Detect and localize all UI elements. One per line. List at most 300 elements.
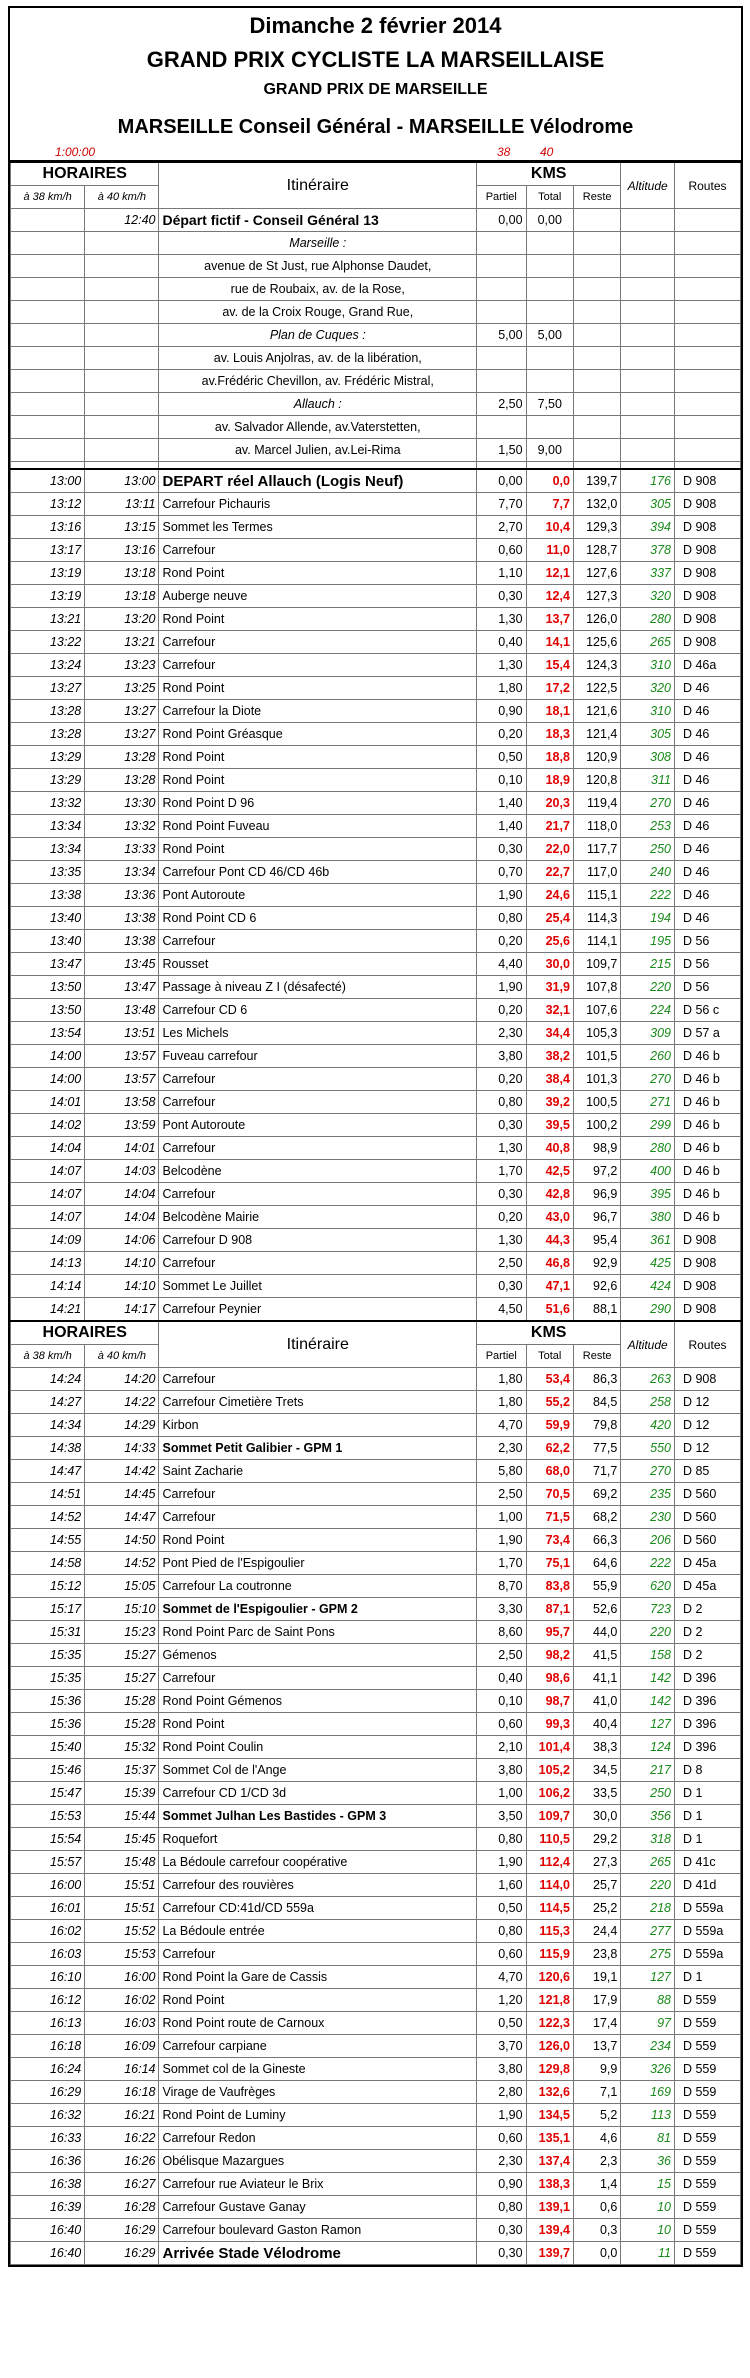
time-40: 13:18: [85, 585, 159, 608]
km-total: 70,5: [526, 1483, 573, 1506]
place-name: Carrefour: [159, 1506, 477, 1529]
route: D 8: [674, 1759, 740, 1782]
time-40: 13:48: [85, 999, 159, 1022]
time-40: 14:42: [85, 1460, 159, 1483]
time-38: [11, 347, 85, 370]
km-total: 11,0: [526, 539, 573, 562]
km-partiel: 0,00: [477, 209, 526, 232]
time-38: 14:01: [11, 1091, 85, 1114]
km-total: 39,5: [526, 1114, 573, 1137]
place-name: Carrefour: [159, 930, 477, 953]
route: D 46 b: [674, 1068, 740, 1091]
route: D 57 a: [674, 1022, 740, 1045]
place-name: Sommet Julhan Les Bastides - GPM 3: [159, 1805, 477, 1828]
time-40: 14:20: [85, 1368, 159, 1391]
time-40: 15:23: [85, 1621, 159, 1644]
km-total: 5,00: [526, 324, 573, 347]
time-40: 13:45: [85, 953, 159, 976]
km-total: 46,8: [526, 1252, 573, 1275]
time-38: 14:34: [11, 1414, 85, 1437]
time-38: 13:34: [11, 815, 85, 838]
km-reste: 17,4: [573, 2012, 620, 2035]
route: D 46 b: [674, 1183, 740, 1206]
time-40: 16:29: [85, 2219, 159, 2242]
place-name: La Bédoule carrefour coopérative: [159, 1851, 477, 1874]
km-total: 99,3: [526, 1713, 573, 1736]
km-partiel: 3,80: [477, 2058, 526, 2081]
place-name: Carrefour CD:41d/CD 559a: [159, 1897, 477, 1920]
roadbook-sheet: [8, 6, 743, 2267]
time-40: [85, 439, 159, 462]
place-name: Rousset: [159, 953, 477, 976]
time-38: 15:53: [11, 1805, 85, 1828]
km-reste: 2,3: [573, 2150, 620, 2173]
time-40: 13:36: [85, 884, 159, 907]
altitude: 224: [621, 999, 675, 1022]
altitude: 195: [621, 930, 675, 953]
itinerary-row: [11, 1506, 741, 1529]
time-40: [85, 393, 159, 416]
routes-header: Routes: [674, 1321, 740, 1368]
km-reste: 4,6: [573, 2127, 620, 2150]
place-name: Départ fictif - Conseil Général 13: [159, 209, 477, 232]
time-38: 13:38: [11, 884, 85, 907]
altitude: 113: [621, 2104, 675, 2127]
speed-38-header: à 38 km/h: [11, 186, 85, 209]
itinerary-row: [11, 746, 741, 769]
km-total: 109,7: [526, 1805, 573, 1828]
altitude: 81: [621, 2127, 675, 2150]
time-40: 14:04: [85, 1183, 159, 1206]
place-name: La Bédoule entrée: [159, 1920, 477, 1943]
altitude: [621, 255, 675, 278]
km-partiel: [477, 232, 526, 255]
time-40: 16:02: [85, 1989, 159, 2012]
altitude: 424: [621, 1275, 675, 1298]
altitude: 400: [621, 1160, 675, 1183]
route: D 46: [674, 746, 740, 769]
itinerary-row: [11, 493, 741, 516]
km-reste: 97,2: [573, 1160, 620, 1183]
km-reste: [573, 324, 620, 347]
itinerary-row: [11, 1828, 741, 1851]
km-reste: 88,1: [573, 1298, 620, 1322]
separator-cell: [621, 462, 675, 470]
place-name: Carrefour: [159, 1183, 477, 1206]
itinerary-table: [10, 161, 741, 2265]
time-40: 16:29: [85, 2242, 159, 2265]
place-name: Carrefour: [159, 1667, 477, 1690]
km-reste: [573, 347, 620, 370]
itinerary-row: [11, 539, 741, 562]
route: D 2: [674, 1598, 740, 1621]
km-partiel: 0,30: [477, 2219, 526, 2242]
time-40: 15:39: [85, 1782, 159, 1805]
altitude: 271: [621, 1091, 675, 1114]
km-reste: 41,1: [573, 1667, 620, 1690]
place-name: Carrefour des rouvières: [159, 1874, 477, 1897]
time-38: 15:40: [11, 1736, 85, 1759]
place-name: Rond Point Fuveau: [159, 815, 477, 838]
km-total: 110,5: [526, 1828, 573, 1851]
time-40: 16:26: [85, 2150, 159, 2173]
km-total: 0,0: [526, 469, 573, 493]
time-38: 16:33: [11, 2127, 85, 2150]
place-name: Carrefour Cimetière Trets: [159, 1391, 477, 1414]
route: D 1: [674, 1805, 740, 1828]
itinerary-row: [11, 1943, 741, 1966]
separator-cell: [526, 462, 573, 470]
time-40: 16:14: [85, 2058, 159, 2081]
km-partiel: 2,10: [477, 1736, 526, 1759]
km-total: 95,7: [526, 1621, 573, 1644]
km-reste: 0,6: [573, 2196, 620, 2219]
place-name: Carrefour: [159, 1943, 477, 1966]
place-name: av. de la Croix Rouge, Grand Rue,: [159, 301, 477, 324]
time-40: 13:00: [85, 469, 159, 493]
km-partiel: 1,30: [477, 608, 526, 631]
km-partiel: 0,10: [477, 1690, 526, 1713]
time-38: 15:12: [11, 1575, 85, 1598]
km-total: 121,8: [526, 1989, 573, 2012]
route: D 56: [674, 976, 740, 999]
time-38: 13:12: [11, 493, 85, 516]
itinerary-row: [11, 2012, 741, 2035]
time-38: 13:00: [11, 469, 85, 493]
time-40: 13:38: [85, 930, 159, 953]
time-38: 13:28: [11, 723, 85, 746]
route: D 46 b: [674, 1091, 740, 1114]
race-subtitle: GRAND PRIX DE MARSEILLE: [263, 81, 488, 98]
km-partiel: 4,40: [477, 953, 526, 976]
km-partiel: 0,80: [477, 1091, 526, 1114]
time-38: 15:36: [11, 1690, 85, 1713]
route: [674, 209, 740, 232]
km-total: 115,3: [526, 1920, 573, 1943]
route: D 560: [674, 1506, 740, 1529]
itinerary-row: [11, 585, 741, 608]
km-total: 62,2: [526, 1437, 573, 1460]
altitude: 176: [621, 469, 675, 493]
km-partiel: 1,50: [477, 439, 526, 462]
altitude: 305: [621, 723, 675, 746]
route: [674, 232, 740, 255]
time-38: [11, 255, 85, 278]
place-name: Carrefour: [159, 1252, 477, 1275]
time-40: [85, 278, 159, 301]
time-38: 14:52: [11, 1506, 85, 1529]
time-38: [11, 278, 85, 301]
time-38: 14:14: [11, 1275, 85, 1298]
time-40: 14:22: [85, 1391, 159, 1414]
km-partiel: 2,50: [477, 1644, 526, 1667]
km-partiel: 0,80: [477, 2196, 526, 2219]
km-reste: 44,0: [573, 1621, 620, 1644]
km-partiel: 2,50: [477, 1252, 526, 1275]
time-38: 13:29: [11, 769, 85, 792]
route: D 908: [674, 1229, 740, 1252]
km-reste: 25,2: [573, 1897, 620, 1920]
km-partiel: 0,40: [477, 1667, 526, 1690]
place-name: avenue de St Just, rue Alphonse Daudet,: [159, 255, 477, 278]
altitude: 380: [621, 1206, 675, 1229]
route: D 908: [674, 1368, 740, 1391]
km-total: 98,6: [526, 1667, 573, 1690]
km-reste: 127,3: [573, 585, 620, 608]
km-total: 120,6: [526, 1966, 573, 1989]
time-40: 13:59: [85, 1114, 159, 1137]
place-name: Sommet les Termes: [159, 516, 477, 539]
km-partiel: 1,90: [477, 2104, 526, 2127]
route: [674, 416, 740, 439]
itinerary-row: [11, 1022, 741, 1045]
itinerary-row: [11, 608, 741, 631]
time-40: 12:40: [85, 209, 159, 232]
km-partiel: 4,70: [477, 1966, 526, 1989]
altitude: [621, 416, 675, 439]
place-name: Passage à niveau Z I (désafecté): [159, 976, 477, 999]
km-total: 112,4: [526, 1851, 573, 1874]
time-38: 13:50: [11, 976, 85, 999]
column-header-row: [11, 162, 741, 186]
time-40: 16:09: [85, 2035, 159, 2058]
km-reste: 29,2: [573, 1828, 620, 1851]
itinerary-row: [11, 2219, 741, 2242]
altitude: 378: [621, 539, 675, 562]
itinerary-row: [11, 2127, 741, 2150]
time-40: [85, 324, 159, 347]
km-total: 38,4: [526, 1068, 573, 1091]
route: D 560: [674, 1529, 740, 1552]
neutral-row: [11, 416, 741, 439]
km-partiel: 1,30: [477, 1229, 526, 1252]
km-partiel: 5,80: [477, 1460, 526, 1483]
time-38: 14:00: [11, 1068, 85, 1091]
neutral-row: [11, 278, 741, 301]
km-total: 0,00: [526, 209, 573, 232]
km-reste: 96,9: [573, 1183, 620, 1206]
place-name: Pont Autoroute: [159, 884, 477, 907]
km-reste: 69,2: [573, 1483, 620, 1506]
neutral-row: [11, 209, 741, 232]
route: D 45a: [674, 1552, 740, 1575]
km-partiel: 0,50: [477, 746, 526, 769]
place-name: Carrefour CD 6: [159, 999, 477, 1022]
km-reste: 9,9: [573, 2058, 620, 2081]
route: D 46: [674, 723, 740, 746]
km-reste: 105,3: [573, 1022, 620, 1045]
km-total: 134,5: [526, 2104, 573, 2127]
route: D 46 b: [674, 1114, 740, 1137]
time-40: 15:27: [85, 1644, 159, 1667]
route: D 559: [674, 2012, 740, 2035]
km-total: 138,3: [526, 2173, 573, 2196]
time-40: 14:52: [85, 1552, 159, 1575]
race-title: GRAND PRIX CYCLISTE LA MARSEILLAISE: [146, 47, 605, 72]
itinerary-row: [11, 1483, 741, 1506]
neutral-row: [11, 232, 741, 255]
time-40: 14:17: [85, 1298, 159, 1322]
km-total: 25,4: [526, 907, 573, 930]
km-reste: 107,8: [573, 976, 620, 999]
altitude: 220: [621, 1874, 675, 1897]
itinerary-row: [11, 2242, 741, 2265]
km-partiel: 0,60: [477, 1713, 526, 1736]
km-partiel: 1,90: [477, 1529, 526, 1552]
altitude: 318: [621, 1828, 675, 1851]
time-40: 15:45: [85, 1828, 159, 1851]
route: D 908: [674, 585, 740, 608]
itinerary-row: [11, 999, 741, 1022]
km-total: 115,9: [526, 1943, 573, 1966]
km-partiel: 0,20: [477, 1206, 526, 1229]
time-38: 16:10: [11, 1966, 85, 1989]
km-total: 43,0: [526, 1206, 573, 1229]
route: D 559a: [674, 1897, 740, 1920]
time-40: 13:28: [85, 769, 159, 792]
time-40: 13:28: [85, 746, 159, 769]
itinerary-row: [11, 1298, 741, 1322]
time-40: 14:33: [85, 1437, 159, 1460]
neutral-row: [11, 301, 741, 324]
place-name: Rond Point route de Carnoux: [159, 2012, 477, 2035]
route: D 56: [674, 930, 740, 953]
altitude: 222: [621, 884, 675, 907]
km-reste: 114,3: [573, 907, 620, 930]
km-reste: 25,7: [573, 1874, 620, 1897]
route: [674, 301, 740, 324]
itinerary-row: [11, 700, 741, 723]
km-total: 18,9: [526, 769, 573, 792]
place-name: Carrefour: [159, 654, 477, 677]
km-total: 73,4: [526, 1529, 573, 1552]
km-total: 129,8: [526, 2058, 573, 2081]
place-name: Rond Point Gémenos: [159, 1690, 477, 1713]
km-total: 132,6: [526, 2081, 573, 2104]
km-reste: 66,3: [573, 1529, 620, 1552]
route: [674, 439, 740, 462]
time-38: 15:35: [11, 1644, 85, 1667]
neutral-row: [11, 393, 741, 416]
km-partiel: 1,90: [477, 884, 526, 907]
time-40: 13:18: [85, 562, 159, 585]
km-reste: 95,4: [573, 1229, 620, 1252]
itinerary-row: [11, 1460, 741, 1483]
km-partiel: [477, 370, 526, 393]
km-reste: 13,7: [573, 2035, 620, 2058]
km-partiel: 2,30: [477, 1437, 526, 1460]
place-name: Carrefour Peynier: [159, 1298, 477, 1322]
time-40: 15:05: [85, 1575, 159, 1598]
route: [674, 278, 740, 301]
time-38: 16:29: [11, 2081, 85, 2104]
km-partiel: 3,50: [477, 1805, 526, 1828]
itinerary-row: [11, 2081, 741, 2104]
altitude: 263: [621, 1368, 675, 1391]
km-total: 126,0: [526, 2035, 573, 2058]
itinerary-row: [11, 1989, 741, 2012]
itinerary-row: [11, 723, 741, 746]
itinerary-row: [11, 930, 741, 953]
route: D 908: [674, 1298, 740, 1322]
km-partiel: 1,10: [477, 562, 526, 585]
time-38: 13:32: [11, 792, 85, 815]
time-38: 14:38: [11, 1437, 85, 1460]
place-name: Pont Autoroute: [159, 1114, 477, 1137]
km-reste: 64,6: [573, 1552, 620, 1575]
altitude: 425: [621, 1252, 675, 1275]
km-partiel: 1,80: [477, 677, 526, 700]
altitude-header: Altitude: [621, 162, 675, 209]
km-total: [526, 416, 573, 439]
route: D 12: [674, 1414, 740, 1437]
time-38: 14:24: [11, 1368, 85, 1391]
km-partiel: 0,30: [477, 1275, 526, 1298]
route: D 396: [674, 1713, 740, 1736]
km-reste: 1,4: [573, 2173, 620, 2196]
time-40: 13:23: [85, 654, 159, 677]
km-reste: 33,5: [573, 1782, 620, 1805]
time-40: 14:50: [85, 1529, 159, 1552]
time-40: [85, 347, 159, 370]
km-reste: 119,4: [573, 792, 620, 815]
horaires-header: HORAIRES: [11, 162, 159, 186]
km-reste: 100,5: [573, 1091, 620, 1114]
place-name: Fuveau carrefour: [159, 1045, 477, 1068]
neutral-row: [11, 255, 741, 278]
km-total: 122,3: [526, 2012, 573, 2035]
altitude: 310: [621, 700, 675, 723]
time-40: 16:18: [85, 2081, 159, 2104]
time-38: 16:12: [11, 1989, 85, 2012]
time-40: 13:32: [85, 815, 159, 838]
time-40: 15:51: [85, 1874, 159, 1897]
section-separator: [11, 462, 741, 470]
km-total: 18,3: [526, 723, 573, 746]
km-reste: 84,5: [573, 1391, 620, 1414]
place-name: Pont Pied de l'Espigoulier: [159, 1552, 477, 1575]
altitude: 265: [621, 631, 675, 654]
km-reste: 52,6: [573, 1598, 620, 1621]
routes-header: Routes: [674, 162, 740, 209]
km-total: 42,8: [526, 1183, 573, 1206]
altitude: 218: [621, 1897, 675, 1920]
altitude: 309: [621, 1022, 675, 1045]
km-reste: 129,3: [573, 516, 620, 539]
altitude: [621, 439, 675, 462]
time-38: [11, 416, 85, 439]
place-name: DEPART réel Allauch (Logis Neuf): [159, 469, 477, 493]
itinerary-row: [11, 1114, 741, 1137]
km-total: 53,4: [526, 1368, 573, 1391]
itinerary-row: [11, 1437, 741, 1460]
km-partiel: 0,00: [477, 469, 526, 493]
place-name: Rond Point CD 6: [159, 907, 477, 930]
km-total: 34,4: [526, 1022, 573, 1045]
place-name: Plan de Cuques :: [159, 324, 477, 347]
altitude: 194: [621, 907, 675, 930]
itinerary-row: [11, 1529, 741, 1552]
time-40: 13:38: [85, 907, 159, 930]
route: D 396: [674, 1667, 740, 1690]
km-total: 106,2: [526, 1782, 573, 1805]
km-total: 31,9: [526, 976, 573, 999]
altitude: 550: [621, 1437, 675, 1460]
separator-cell: [573, 462, 620, 470]
km-reste: 19,1: [573, 1966, 620, 1989]
place-name: Rond Point: [159, 677, 477, 700]
place-name: Rond Point D 96: [159, 792, 477, 815]
